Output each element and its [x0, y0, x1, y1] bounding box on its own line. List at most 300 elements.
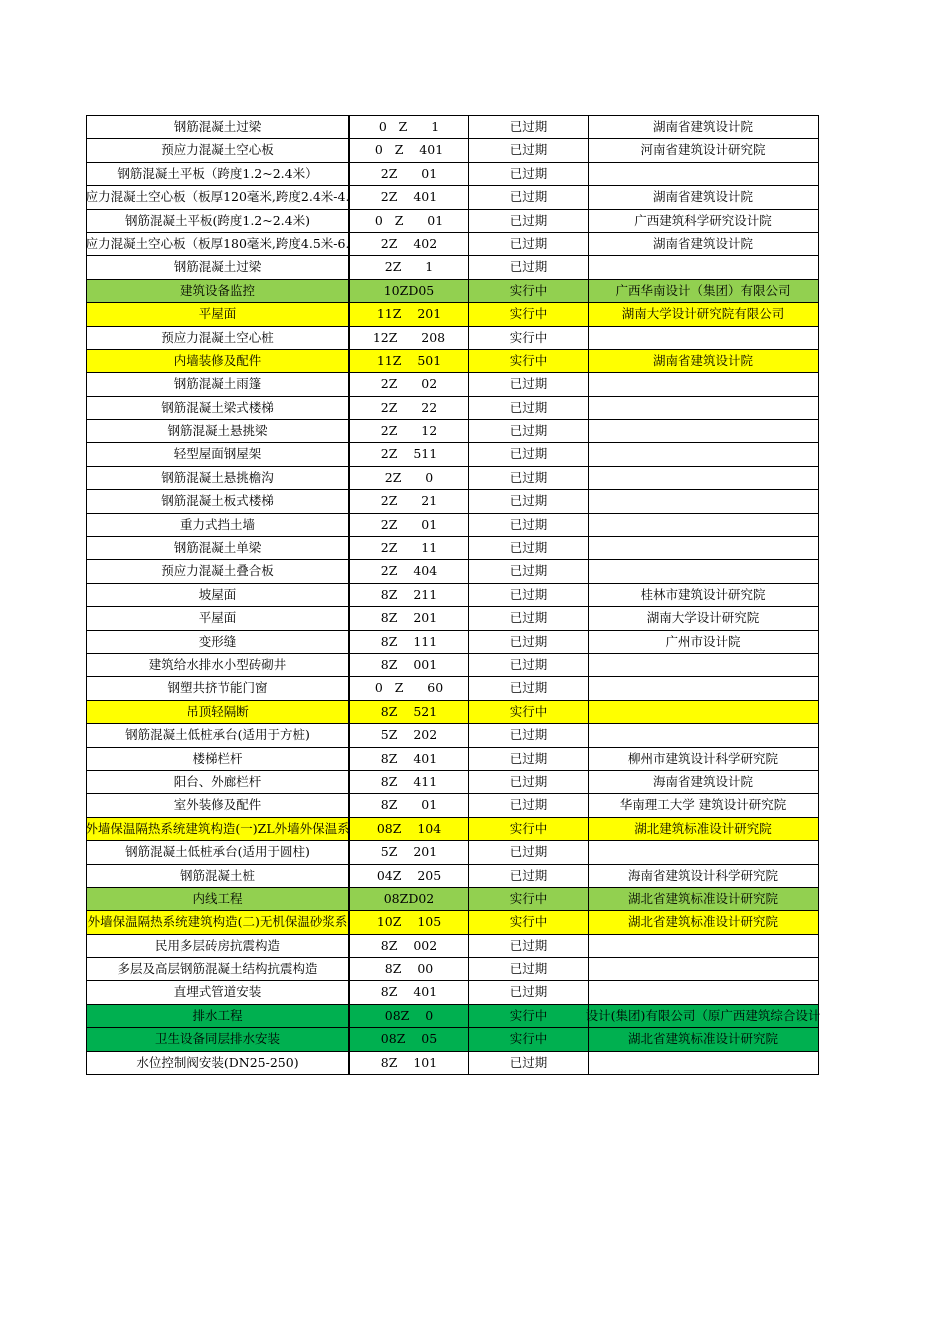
table-row [87, 1005, 821, 1028]
standard-code-cell-text: 0 Z 60 [374, 680, 444, 696]
standard-name-cell-text: 钢筋混凝土雨篷 [173, 376, 262, 392]
status-cell [469, 420, 589, 442]
organization-cell [589, 748, 817, 770]
standard-code-cell-text: 10Z 105 [376, 914, 442, 930]
standard-code-cell [350, 443, 469, 465]
standard-name-cell-text: 排水工程 [192, 1007, 243, 1023]
table-row [87, 701, 818, 724]
standard-name-cell-text: 建筑设备监控 [179, 282, 255, 298]
standard-name-cell [87, 958, 350, 980]
table-row [87, 794, 818, 817]
standard-name-cell-text: 钢塑共挤节能门窗 [167, 680, 268, 696]
table-row [87, 443, 818, 466]
status-cell [469, 303, 589, 325]
standard-code-cell [350, 514, 469, 536]
standard-name-cell-text: 应力混凝土空心板（板厚120毫米,跨度2.4米-4. [85, 189, 350, 205]
status-cell [469, 794, 589, 816]
table-row [87, 280, 818, 303]
standard-code-cell-text: 11Z 201 [376, 306, 442, 322]
table-row [87, 233, 818, 256]
standard-code-cell [350, 794, 469, 816]
standard-code-cell-text: 5Z 201 [380, 844, 438, 860]
standard-name-cell-text: 直埋式管道安装 [173, 984, 262, 1000]
standard-name-cell [87, 537, 350, 559]
standard-code-cell [350, 139, 469, 161]
status-cell-text: 已过期 [509, 633, 548, 649]
standard-name-cell-text: 钢筋混凝土平板（跨度1.2~2.4米） [117, 165, 318, 181]
table-row [87, 490, 818, 513]
standard-code-cell [350, 584, 469, 606]
standard-name-cell [87, 748, 350, 770]
standard-name-cell [87, 1005, 350, 1027]
standard-name-cell-text: 钢筋混凝土梁式楼梯 [161, 399, 274, 415]
standard-code-cell [350, 303, 469, 325]
organization-cell-text: 湖南省建筑设计院 [652, 352, 753, 368]
table-row [87, 748, 818, 771]
standard-name-cell-text: 楼梯栏杆 [192, 750, 243, 766]
organization-cell [589, 303, 817, 325]
status-cell-text: 已过期 [509, 493, 548, 509]
standard-name-cell-text: 钢筋混凝土单梁 [173, 540, 262, 556]
organization-cell [589, 1052, 817, 1074]
organization-cell [589, 841, 817, 863]
status-cell-text: 已过期 [509, 469, 548, 485]
standard-name-cell-text: 钢筋混凝土悬挑梁 [167, 423, 268, 439]
standard-name-cell [87, 865, 350, 887]
organization-cell [589, 139, 817, 161]
status-cell [469, 514, 589, 536]
organization-cell [585, 1005, 821, 1027]
status-cell [469, 701, 589, 723]
status-cell-text: 已过期 [509, 844, 548, 860]
organization-cell [589, 350, 817, 372]
status-cell-text: 实行中 [509, 329, 548, 345]
table-row [87, 771, 818, 794]
status-cell-text: 已过期 [509, 189, 548, 205]
standard-name-cell-text: 平屋面 [198, 306, 237, 322]
organization-cell [589, 677, 817, 699]
table-row [87, 677, 818, 700]
standard-name-cell [87, 490, 350, 512]
standard-code-cell-text: 2Z 11 [380, 540, 438, 556]
status-cell [469, 467, 589, 489]
standard-name-cell [87, 514, 350, 536]
status-cell [469, 865, 589, 887]
status-cell [469, 981, 589, 1003]
organization-cell [589, 163, 817, 185]
standard-code-cell-text: 8Z 401 [380, 750, 438, 766]
standard-name-cell [87, 888, 350, 910]
status-cell [469, 654, 589, 676]
standard-name-cell-text: 钢筋混凝土低桩承台(适用于方桩) [125, 727, 310, 743]
standard-code-cell [350, 607, 469, 629]
status-cell-text: 已过期 [509, 961, 548, 977]
organization-cell [589, 397, 817, 419]
organization-cell [589, 420, 817, 442]
standard-code-cell-text: 8Z 001 [380, 656, 438, 672]
standard-name-cell [87, 724, 350, 746]
standard-code-cell [350, 818, 469, 840]
organization-cell-text: 设计(集团)有限公司（原广西建筑综合设计 [585, 1007, 821, 1023]
standard-code-cell-text: 8Z 111 [380, 633, 438, 649]
organization-cell [589, 443, 817, 465]
table-row [87, 1028, 818, 1051]
standard-code-cell-text: 8Z 411 [380, 773, 438, 789]
organization-cell [589, 280, 817, 302]
organization-cell-text: 湖南省建筑设计院 [652, 235, 753, 251]
organization-cell [589, 865, 817, 887]
standard-name-cell [87, 654, 350, 676]
standard-name-cell-text: 阳台、外廊栏杆 [173, 773, 262, 789]
standard-name-cell [87, 1028, 350, 1050]
status-cell-text: 已过期 [509, 797, 548, 813]
standard-name-cell [87, 443, 350, 465]
status-cell [469, 256, 589, 278]
standard-code-cell-text: 8Z 002 [380, 937, 438, 953]
organization-cell-text: 湖北省建筑标准设计研究院 [627, 1031, 778, 1047]
standard-code-cell-text: 2Z 02 [380, 376, 438, 392]
table-row [87, 841, 818, 864]
organization-cell [589, 537, 817, 559]
standard-name-cell [87, 1052, 350, 1074]
table-row [87, 186, 818, 209]
table-row [87, 631, 818, 654]
standard-code-cell-text: 0 Z 1 [378, 119, 440, 134]
organization-cell-text: 湖北省建筑标准设计研究院 [627, 914, 778, 930]
status-cell [469, 935, 589, 957]
standard-code-cell-text: 0 Z 01 [374, 212, 444, 228]
table-row [87, 607, 818, 630]
standard-code-cell [350, 1052, 469, 1074]
status-cell-text: 已过期 [509, 656, 548, 672]
standard-code-cell [350, 256, 469, 278]
status-cell [469, 397, 589, 419]
standard-name-cell [87, 981, 350, 1003]
standard-name-cell [87, 233, 350, 255]
standard-code-cell [350, 210, 469, 232]
table-row [87, 911, 818, 934]
status-cell [469, 1052, 589, 1074]
status-cell-text: 已过期 [509, 259, 548, 275]
organization-cell [589, 818, 817, 840]
table-row [87, 139, 818, 162]
standard-name-cell-text: 卫生设备同层排水安装 [154, 1031, 280, 1047]
standard-code-cell-text: 2Z 401 [380, 189, 438, 205]
standard-name-cell-text: 多层及高层钢筋混凝土结构抗震构造 [117, 961, 318, 977]
organization-cell [589, 560, 817, 582]
standard-code-cell-text: 2Z 511 [380, 446, 438, 462]
status-cell [469, 724, 589, 746]
status-cell-text: 已过期 [509, 399, 548, 415]
standard-name-cell [87, 841, 350, 863]
table-row [87, 888, 818, 911]
status-cell-text: 实行中 [509, 352, 548, 368]
organization-cell [589, 584, 817, 606]
organization-cell-text: 柳州市建筑设计科学研究院 [627, 750, 778, 766]
standard-code-cell-text: 2Z 12 [380, 423, 438, 439]
standard-code-cell-text: 8Z 101 [380, 1054, 438, 1070]
organization-cell [589, 607, 817, 629]
standard-name-cell-text: 钢筋混凝土悬挑檐沟 [161, 469, 274, 485]
organization-cell-text: 河南省建筑设计研究院 [640, 142, 766, 158]
standard-code-cell [350, 467, 469, 489]
standards-table [86, 115, 819, 1075]
standard-code-cell [350, 981, 469, 1003]
standard-name-cell-text: 外墙保温隔热系统建筑构造(一)ZL外墙外保温系 [85, 820, 350, 836]
standard-name-cell [87, 350, 350, 372]
standard-code-cell-text: 8Z 201 [380, 610, 438, 626]
status-cell [469, 1028, 589, 1050]
status-cell-text: 实行中 [509, 1031, 548, 1047]
standard-code-cell [350, 654, 469, 676]
table-row [87, 560, 818, 583]
standard-name-cell-text: 外墙保温隔热系统建筑构造(二)无机保温砂浆系 [87, 914, 348, 930]
status-cell [469, 116, 589, 138]
status-cell [469, 748, 589, 770]
status-cell-text: 实行中 [509, 890, 548, 906]
standard-code-cell [350, 841, 469, 863]
standard-code-cell-text: 8Z 521 [380, 703, 438, 719]
status-cell [469, 139, 589, 161]
standard-name-cell [87, 701, 350, 723]
standard-code-cell [350, 116, 469, 138]
status-cell [469, 280, 589, 302]
organization-cell [589, 490, 817, 512]
organization-cell [589, 514, 817, 536]
organization-cell [589, 631, 817, 653]
standard-code-cell-text: 2Z 0 [384, 469, 434, 485]
standard-name-cell-text: 内线工程 [192, 890, 243, 906]
status-cell-text: 已过期 [509, 235, 548, 251]
standard-code-cell [350, 677, 469, 699]
standard-name-cell-text: 预应力混凝土叠合板 [161, 563, 274, 579]
status-cell-text: 已过期 [509, 423, 548, 439]
organization-cell-text: 广州市设计院 [665, 633, 741, 649]
standard-name-cell-text: 轻型屋面钢屋架 [173, 446, 262, 462]
standard-name-cell [87, 935, 350, 957]
organization-cell [589, 935, 817, 957]
standard-code-cell-text: 2Z 22 [380, 399, 438, 415]
organization-cell-text: 湖北省建筑标准设计研究院 [627, 890, 778, 906]
status-cell [469, 186, 589, 208]
table-row [87, 420, 818, 443]
status-cell [469, 327, 589, 349]
standard-code-cell [350, 701, 469, 723]
table-row [87, 584, 818, 607]
standard-code-cell-text: 5Z 202 [380, 727, 438, 743]
standard-name-cell [87, 560, 350, 582]
standard-name-cell-text: 预应力混凝土空心板 [161, 142, 274, 158]
status-cell-text: 实行中 [509, 1007, 548, 1023]
organization-cell [589, 1028, 817, 1050]
table-row [87, 327, 818, 350]
standard-name-cell [87, 303, 350, 325]
standard-code-cell [350, 397, 469, 419]
standard-code-cell [350, 771, 469, 793]
standard-code-cell-text: 12Z 208 [372, 329, 446, 345]
status-cell-text: 已过期 [509, 516, 548, 532]
status-cell [469, 373, 589, 395]
organization-cell [589, 888, 817, 910]
status-cell-text: 已过期 [509, 540, 548, 556]
organization-cell [589, 958, 817, 980]
organization-cell-text: 海南省建筑设计院 [652, 773, 753, 789]
standard-code-cell [350, 490, 469, 512]
status-cell [469, 537, 589, 559]
standard-name-cell-text: 重力式挡土墙 [179, 516, 255, 532]
standard-code-cell-text: 2Z 01 [380, 516, 438, 532]
standard-code-cell [350, 327, 469, 349]
organization-cell-text: 华南理工大学 建筑设计研究院 [619, 797, 787, 813]
organization-cell-text: 广西华南设计（集团）有限公司 [615, 282, 791, 298]
standard-name-cell [87, 584, 350, 606]
organization-cell [589, 981, 817, 1003]
table-row [87, 935, 818, 958]
standard-code-cell-text: 2Z 404 [380, 563, 438, 579]
standard-code-cell-text: 08Z 0 [384, 1007, 434, 1023]
status-cell-text: 实行中 [509, 914, 548, 930]
organization-cell-text: 湖南大学设计研究院有限公司 [621, 306, 785, 322]
standard-name-cell [87, 607, 350, 629]
organization-cell [589, 256, 817, 278]
status-cell-text: 实行中 [509, 282, 548, 298]
standard-code-cell [350, 186, 469, 208]
standard-code-cell-text: 10ZD05 [383, 282, 435, 298]
standard-name-cell [87, 631, 350, 653]
table-row [87, 116, 818, 139]
status-cell [469, 163, 589, 185]
table-row [87, 724, 818, 747]
standard-code-cell [350, 888, 469, 910]
standard-code-cell-text: 2Z 01 [380, 165, 438, 181]
table-row [87, 981, 818, 1004]
organization-cell [589, 186, 817, 208]
status-cell-text: 实行中 [509, 703, 548, 719]
standard-name-cell-text: 钢筋混凝土低桩承台(适用于圆柱) [125, 844, 310, 860]
status-cell [469, 584, 589, 606]
table-row [87, 210, 818, 233]
table-row [87, 350, 818, 373]
organization-cell [589, 771, 817, 793]
organization-cell [589, 233, 817, 255]
table-row [87, 163, 818, 186]
organization-cell [589, 327, 817, 349]
standard-name-cell-text: 内墙装修及配件 [173, 352, 262, 368]
status-cell [469, 631, 589, 653]
status-cell-text: 已过期 [509, 773, 548, 789]
standard-code-cell [350, 631, 469, 653]
status-cell [469, 888, 589, 910]
standard-name-cell [87, 818, 350, 840]
standard-name-cell [87, 467, 350, 489]
organization-cell [589, 794, 817, 816]
organization-cell-text: 桂林市建筑设计研究院 [640, 586, 766, 602]
status-cell-text: 已过期 [509, 212, 548, 228]
standard-name-cell [87, 373, 350, 395]
status-cell [469, 958, 589, 980]
standard-name-cell [87, 911, 350, 933]
status-cell-text: 已过期 [509, 680, 548, 696]
standard-code-cell [350, 233, 469, 255]
status-cell-text: 已过期 [509, 119, 548, 134]
standard-name-cell-text: 钢筋混凝土桩 [179, 867, 255, 883]
organization-cell-text: 湖南大学设计研究院 [646, 610, 760, 626]
table-row [87, 467, 818, 490]
status-cell [469, 233, 589, 255]
standard-name-cell [87, 327, 350, 349]
standard-name-cell-text: 预应力混凝土空心桩 [161, 329, 274, 345]
status-cell [469, 911, 589, 933]
standard-name-cell-text: 建筑给水排水小型砖砌井 [148, 656, 287, 672]
status-cell [469, 350, 589, 372]
standard-name-cell-text: 民用多层砖房抗震构造 [154, 937, 280, 953]
table-row [87, 373, 818, 396]
organization-cell [589, 724, 817, 746]
table-row [87, 537, 818, 560]
standard-name-cell-text: 应力混凝土空心板（板厚180毫米,跨度4.5米-6. [85, 235, 350, 251]
standard-code-cell-text: 08Z 05 [380, 1031, 438, 1047]
standard-name-cell-text: 坡屋面 [198, 586, 237, 602]
standard-name-cell [87, 677, 350, 699]
status-cell-text: 已过期 [509, 586, 548, 602]
standard-name-cell-text: 钢筋混凝土过梁 [173, 119, 262, 134]
table-row [87, 865, 818, 888]
standard-code-cell [350, 1005, 469, 1027]
standard-code-cell [350, 373, 469, 395]
status-cell [469, 607, 589, 629]
standard-code-cell-text: 2Z 402 [380, 235, 438, 251]
organization-cell-text: 广西建筑科学研究设计院 [634, 212, 772, 228]
standard-name-cell [87, 139, 350, 161]
standard-code-cell [350, 537, 469, 559]
table-row [87, 303, 818, 326]
status-cell [469, 490, 589, 512]
standard-code-cell [350, 560, 469, 582]
status-cell [469, 818, 589, 840]
standard-name-cell [87, 771, 350, 793]
standard-name-cell [87, 116, 350, 138]
status-cell-text: 已过期 [509, 750, 548, 766]
status-cell-text: 已过期 [509, 727, 548, 743]
status-cell [469, 210, 589, 232]
standard-code-cell [350, 958, 469, 980]
organization-cell [589, 911, 817, 933]
standard-name-cell-text: 钢筋混凝土板式楼梯 [161, 493, 274, 509]
standard-name-cell [87, 210, 350, 232]
organization-cell-text: 湖北建筑标准设计研究院 [634, 820, 772, 836]
standard-name-cell [87, 256, 350, 278]
status-cell-text: 已过期 [509, 563, 548, 579]
status-cell [469, 560, 589, 582]
table-row [87, 397, 818, 420]
standard-code-cell [350, 350, 469, 372]
standard-code-cell [350, 865, 469, 887]
organization-cell-text: 海南省建筑设计科学研究院 [627, 867, 778, 883]
status-cell-text: 已过期 [509, 1054, 548, 1070]
standard-code-cell-text: 8Z 211 [380, 586, 438, 602]
status-cell-text: 已过期 [509, 867, 548, 883]
organization-cell [589, 116, 817, 138]
standard-code-cell-text: 08ZD02 [383, 890, 435, 906]
status-cell-text: 已过期 [509, 446, 548, 462]
organization-cell [589, 467, 817, 489]
standard-code-cell [350, 280, 469, 302]
organization-cell [589, 373, 817, 395]
standard-code-cell-text: 04Z 205 [376, 867, 442, 883]
organization-cell-text: 湖南省建筑设计院 [652, 119, 753, 134]
standard-code-cell-text: 8Z 401 [380, 984, 438, 1000]
organization-cell [589, 654, 817, 676]
